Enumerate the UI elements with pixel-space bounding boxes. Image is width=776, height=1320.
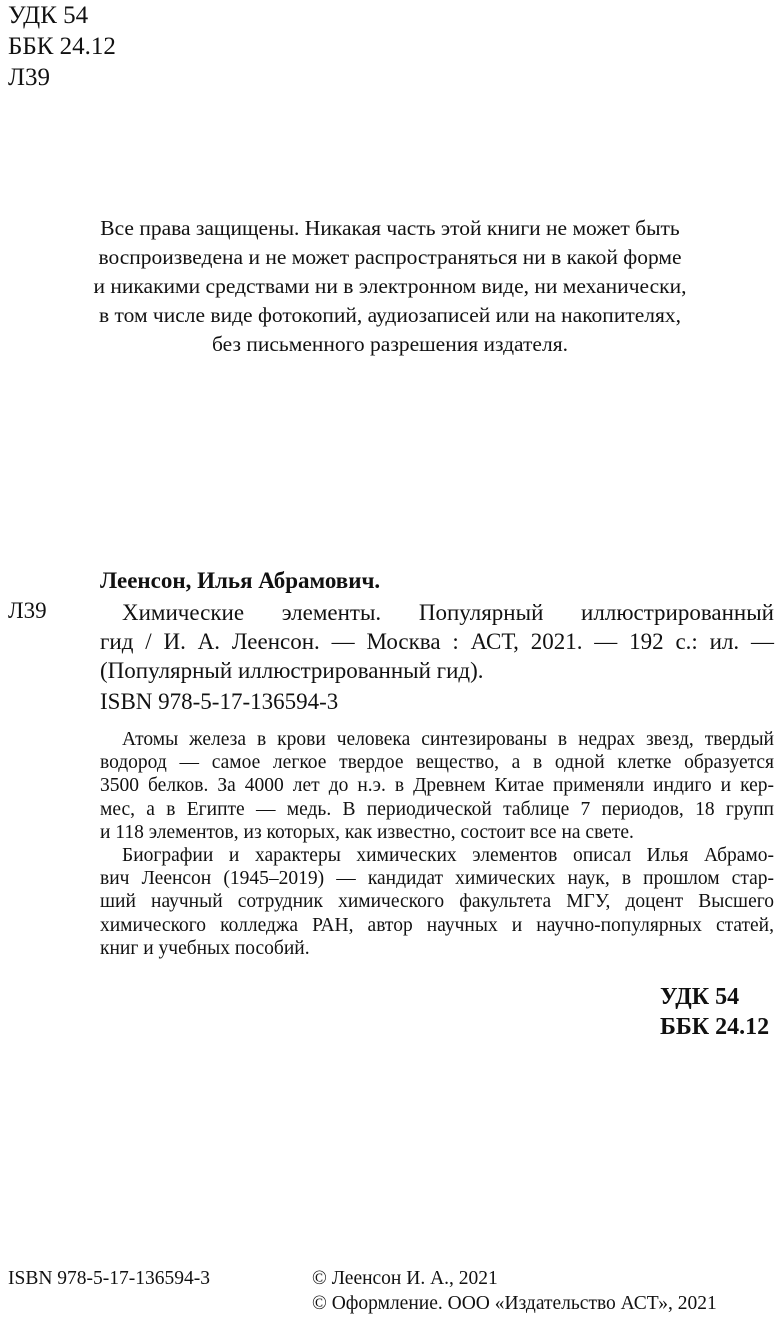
annotation-line: 3500 белков. За 4000 лет до н.э. в Древнем Китае применяли индиго и кер- (100, 775, 774, 797)
rights-line: и никакими средствами ни в электронном виде, ни механически, (93, 274, 687, 298)
udk-code: УДК 54 (8, 2, 89, 29)
bbk-code: ББК 24.12 (8, 33, 116, 60)
rights-line: Все права защищены. Никакая часть этой книги не может быть (100, 216, 680, 240)
biblio-line: гид / И. А. Леенсон. — Москва : АСТ, 2021. — 192 с.: ил. — (100, 629, 774, 654)
rights-line: воспроизведена и не может распространяться ни в какой форме (98, 245, 682, 269)
annotation-line: водород — самое легкое твердое вещество, а в одной клетке образуется (100, 752, 774, 774)
copyright-author: © Леенсон И. А., 2021 (312, 1268, 498, 1289)
annotation-line: вич Леенсон (1945–2019) — кандидат химических наук, в прошлом стар- (100, 868, 774, 890)
author-mark: Л39 (8, 64, 50, 91)
annotation-line: Биографии и характеры химических элементов описал Илья Абрамо- (122, 845, 774, 867)
catalog-udk: УДК 54 (660, 984, 740, 1010)
copyright-design: © Оформление. ООО «Издательство АСТ», 2021 (312, 1293, 717, 1314)
annotation-line: мес, а в Египте — медь. В периодической таблице 7 периодов, 18 групп (100, 798, 774, 820)
annotation (100, 728, 774, 960)
biblio-line: Химические элементы. Популярный иллюстрированный (122, 600, 774, 625)
rights-notice (40, 214, 740, 359)
annotation-line: Атомы железа в крови человека синтезированы в недрах звезд, твердый (122, 729, 774, 750)
catalog-bbk: ББК 24.12 (660, 1014, 770, 1040)
annotation-line: и 118 элементов, из которых, как известно, состоит все на свете. (100, 821, 634, 843)
catalog-author-mark: Л39 (8, 598, 47, 623)
annotation-line: химического колледжа РАН, автор научных и научно-популярных статей, (100, 914, 774, 936)
annotation-line: книг и учебных пособий. (100, 937, 310, 959)
catalog-isbn: ISBN 978-5-17-136594-3 (100, 689, 339, 714)
rights-line: без письменного разрешения издателя. (212, 332, 568, 356)
catalog-author: Леенсон, Илья Абрамович. (100, 568, 381, 593)
rights-line: в том числе виде фотокопий, аудиозаписей или на накопителях, (98, 303, 682, 327)
biblio-line: (Популярный иллюстрированный гид). (100, 658, 484, 683)
footer-isbn: ISBN 978-5-17-136594-3 (8, 1268, 211, 1289)
bibliographic-description (100, 598, 774, 685)
annotation-line: ший научный сотрудник химического факультета МГУ, доцент Высшего (100, 891, 774, 913)
